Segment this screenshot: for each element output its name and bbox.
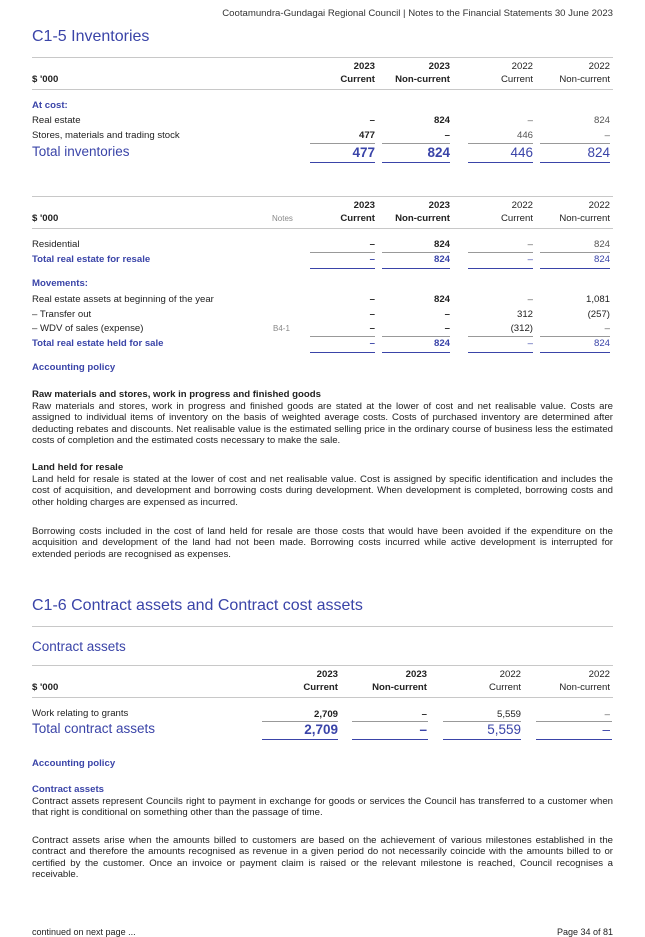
- unit-label: $ '000: [32, 682, 59, 693]
- total-rule: [382, 352, 450, 353]
- col-header-2023-current: 2023 Current: [340, 61, 375, 85]
- total-rule: [382, 162, 450, 163]
- cell: 477: [352, 145, 375, 160]
- cell: 824: [593, 338, 610, 349]
- cell: 824: [593, 254, 610, 265]
- row-label: Real estate assets at beginning of the year: [32, 294, 214, 305]
- total-rule: [540, 352, 610, 353]
- cell: –: [369, 309, 375, 320]
- cell: 824: [433, 254, 450, 265]
- total-rule: [468, 143, 533, 144]
- notes-header: Notes: [272, 214, 293, 223]
- total-rule: [310, 252, 375, 253]
- total-rule: [540, 162, 610, 163]
- total-rule: [310, 162, 375, 163]
- cell: 824: [433, 115, 450, 126]
- col-header-2022-current: 2022 Current: [501, 200, 533, 224]
- cell: –: [604, 130, 610, 141]
- cell: 824: [593, 239, 610, 250]
- col-header-2022-current: 2022 Current: [501, 61, 533, 85]
- accounting-policy-heading: Accounting policy: [32, 362, 116, 373]
- cell: 2,709: [313, 709, 338, 720]
- total-rule: [536, 739, 612, 740]
- cell: –: [369, 254, 375, 265]
- cell: 2,709: [304, 722, 338, 737]
- row-label: Stores, materials and trading stock: [32, 130, 180, 141]
- policy-paragraph: Contract assets represent Councils right to payment in exchange for goods or services the Council has transferred to a customer when that right is conditional on something other than the passage of time.: [32, 796, 613, 819]
- total-held-for-sale-label: Total real estate held for sale: [32, 338, 164, 349]
- policy-subheading: Raw materials and stores, work in progress and finished goods: [32, 389, 321, 400]
- policy-subheading: Land held for resale: [32, 462, 124, 473]
- cell: –: [421, 709, 427, 720]
- total-rule: [310, 336, 375, 337]
- accounting-policy-heading: Accounting policy: [32, 758, 116, 769]
- divider: [32, 196, 613, 197]
- subsection-title: Contract assets: [32, 639, 126, 654]
- policy-subheading: Contract assets: [32, 784, 104, 795]
- col-header-2022-noncurrent: 2022 Non-current: [559, 200, 610, 224]
- unit-label: $ '000: [32, 213, 59, 224]
- row-label: Real estate: [32, 115, 81, 126]
- cell: –: [604, 323, 610, 334]
- total-rule: [382, 143, 450, 144]
- total-rule: [540, 252, 610, 253]
- cell: 1,081: [585, 294, 610, 305]
- note-ref: B4-1: [273, 324, 290, 333]
- cell: 824: [593, 115, 610, 126]
- total-real-estate-label: Total real estate for resale: [32, 254, 151, 265]
- total-rule: [468, 252, 533, 253]
- cell: –: [527, 254, 533, 265]
- movements-heading: Movements:: [32, 278, 88, 289]
- cell: –: [604, 709, 610, 720]
- total-rule: [310, 143, 375, 144]
- divider: [32, 228, 613, 229]
- total-rule: [262, 739, 338, 740]
- cell: –: [369, 294, 375, 305]
- total-rule: [468, 162, 533, 163]
- cell: 5,559: [487, 722, 521, 737]
- col-header-2022-noncurrent: 2022 Non-current: [559, 669, 610, 693]
- cell: –: [527, 239, 533, 250]
- cell: –: [369, 338, 375, 349]
- col-header-2022-noncurrent: 2022 Non-current: [559, 61, 610, 85]
- cell: –: [444, 130, 450, 141]
- cell: 446: [510, 145, 533, 160]
- col-header-2023-noncurrent: 2023 Non-current: [395, 61, 450, 85]
- total-rule: [468, 352, 533, 353]
- cell: –: [444, 323, 450, 334]
- cell: 5,559: [496, 709, 521, 720]
- cell: (257): [587, 309, 610, 320]
- cell: 824: [433, 294, 450, 305]
- cell: 477: [358, 130, 375, 141]
- cell: –: [602, 722, 610, 737]
- continued-note: continued on next page ...: [32, 927, 136, 937]
- row-label: Work relating to grants: [32, 708, 129, 719]
- cell: –: [369, 239, 375, 250]
- divider: [32, 697, 613, 698]
- section-title-inventories: C1-5 Inventories: [32, 28, 150, 45]
- unit-label: $ '000: [32, 74, 59, 85]
- cell: –: [527, 294, 533, 305]
- total-rule: [352, 739, 428, 740]
- divider: [32, 626, 613, 627]
- cell: –: [369, 115, 375, 126]
- row-label: Residential: [32, 239, 80, 250]
- col-header-2023-noncurrent: 2023 Non-current: [395, 200, 450, 224]
- at-cost-heading: At cost:: [32, 100, 68, 111]
- cell: –: [369, 323, 375, 334]
- divider: [32, 665, 613, 666]
- row-label: – Transfer out: [32, 309, 92, 320]
- row-label: – WDV of sales (expense): [32, 323, 144, 334]
- cell: –: [527, 115, 533, 126]
- total-rule: [468, 336, 533, 337]
- total-rule: [540, 336, 610, 337]
- col-header-2023-current: 2023 Current: [303, 669, 338, 693]
- cell: –: [419, 722, 427, 737]
- divider: [32, 89, 613, 90]
- page-header: Cootamundra-Gundagai Regional Council | Notes to the Financial Statements 30 June 2023: [222, 8, 613, 19]
- section-title-contract-assets: C1-6 Contract assets and Contract cost assets: [32, 597, 363, 614]
- total-rule: [540, 143, 610, 144]
- total-rule: [382, 252, 450, 253]
- policy-paragraph: Raw materials and stores, work in progress and finished goods are stated at the lower of cost and net realisable value. Costs are assigned to individual items of inventory on the basis of weighted average costs. Costs of purchased inventory are determined after deducting rebates and discounts. Net realisable value is the estimated selling price in the ordinary course of business less the estimated costs of completion and the estimated costs necessary to make the sale.: [32, 401, 613, 447]
- page-number: Page 34 of 81: [556, 927, 613, 937]
- cell: –: [527, 338, 533, 349]
- total-rule: [443, 739, 521, 740]
- col-header-2023-current: 2023 Current: [340, 200, 375, 224]
- policy-paragraph: Borrowing costs included in the cost of land held for resale are those costs that would have been avoided if the expenditure on the acquisition and development of the land had not been made. Borrowing costs incurred while active development is interrupted for extended periods are recognised as expenses.: [32, 526, 613, 560]
- cell: 824: [587, 145, 610, 160]
- cell: 446: [516, 130, 533, 141]
- total-inventories-label: Total inventories: [32, 144, 130, 159]
- cell: 824: [433, 338, 450, 349]
- policy-paragraph: Land held for resale is stated at the lower of cost and net realisable value. Cost is assigned by specific identification and includes the cost of acquisition, and development and borrowing costs during development. When development is completed, borrowing costs and other holding charges are expensed as incurred.: [32, 474, 613, 508]
- cell: 824: [433, 239, 450, 250]
- policy-paragraph: Contract assets arise when the amounts billed to customers are based on the achievement of various milestones established in the contract and therefore the amounts recognised as revenue in a given period do not necessarily coincide with the amounts billed to or certified by the customer. Once an invoice or payment claim is raised or the relevant milestone is reached, Council recognises a receivable.: [32, 835, 613, 881]
- cell: (312): [510, 323, 533, 334]
- total-contract-assets-label: Total contract assets: [32, 721, 156, 736]
- divider: [32, 57, 613, 58]
- cell: –: [444, 309, 450, 320]
- total-rule: [540, 268, 610, 269]
- total-rule: [382, 268, 450, 269]
- total-rule: [468, 268, 533, 269]
- total-rule: [310, 352, 375, 353]
- col-header-2022-current: 2022 Current: [489, 669, 521, 693]
- col-header-2023-noncurrent: 2023 Non-current: [372, 669, 427, 693]
- cell: 824: [427, 145, 450, 160]
- cell: 312: [516, 309, 533, 320]
- total-rule: [310, 268, 375, 269]
- total-rule: [382, 336, 450, 337]
